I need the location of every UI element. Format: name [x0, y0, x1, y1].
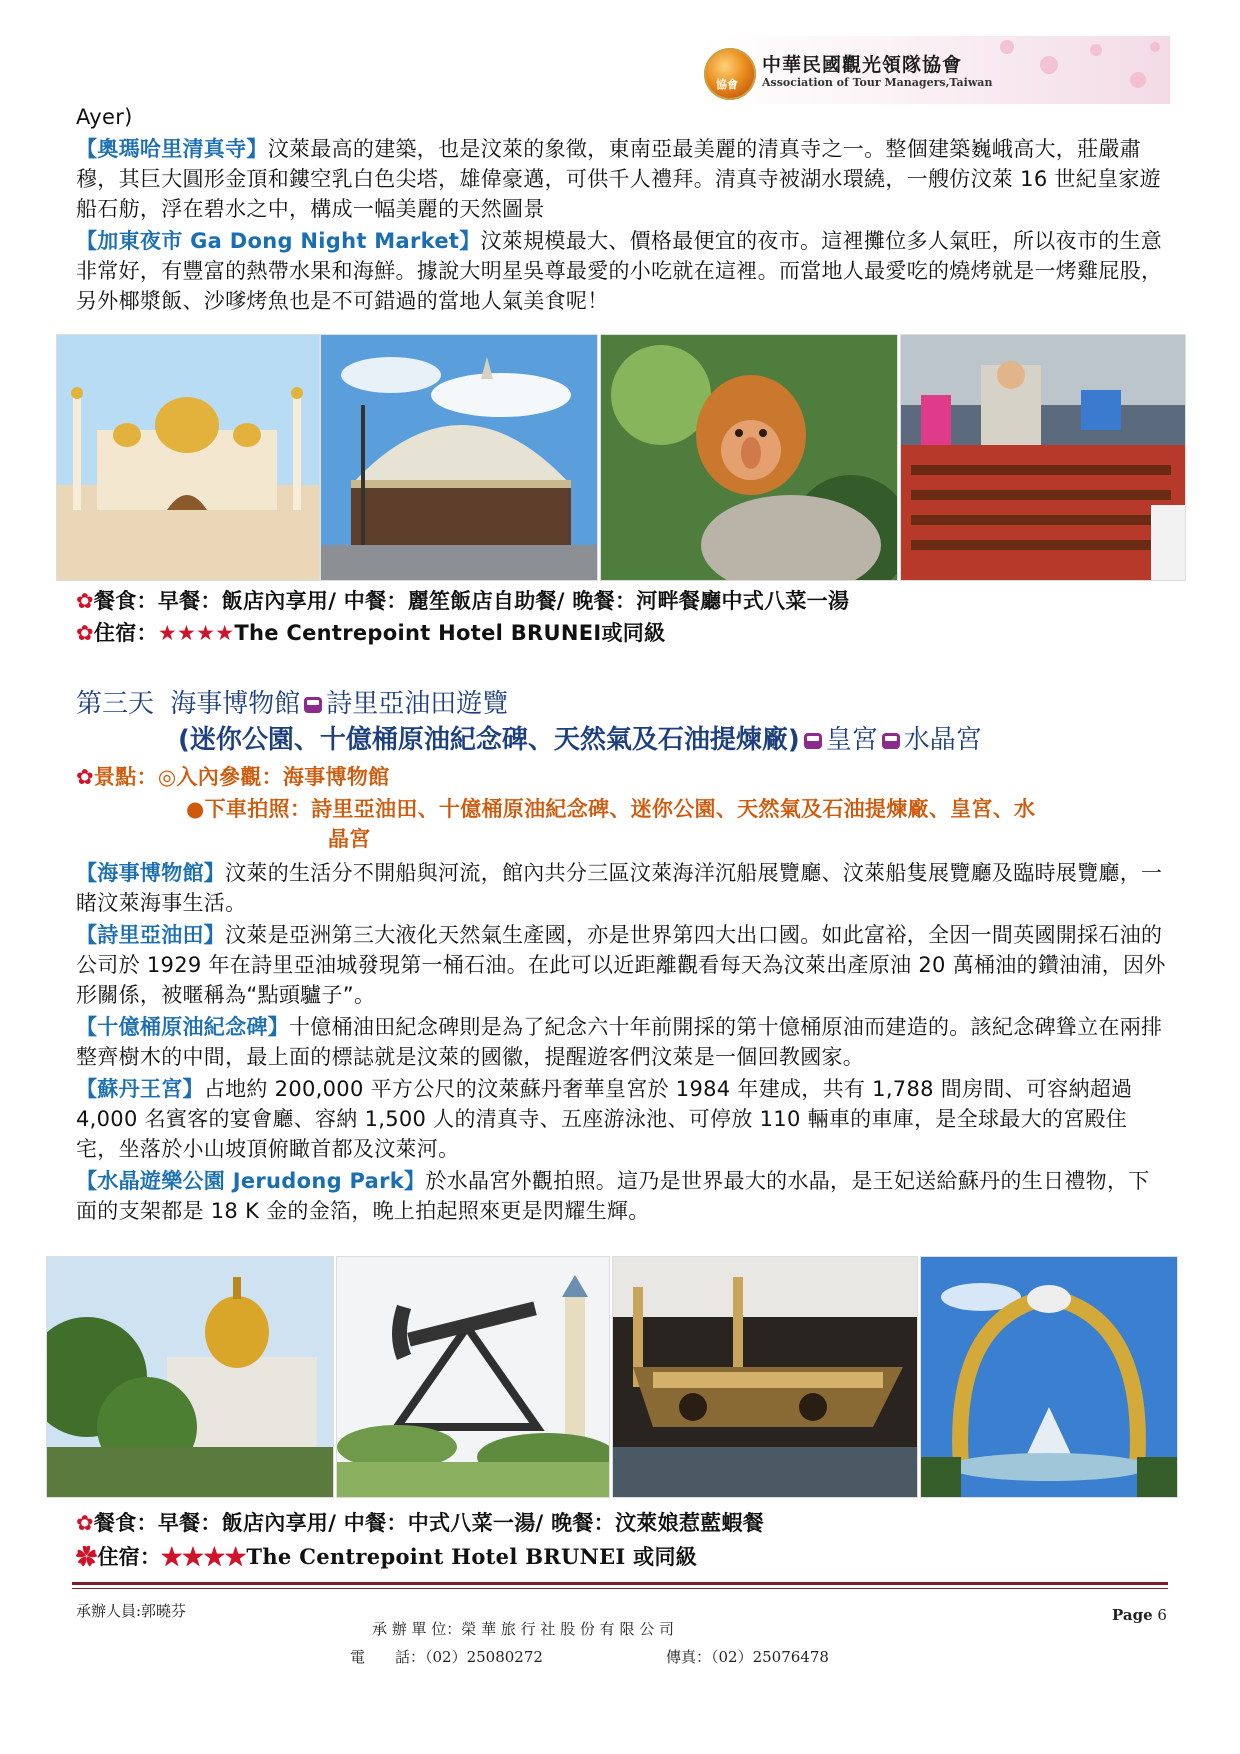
oilfield-body: 汶萊是亞洲第三大液化天然氣生產國，亦是世界第四大出口國。如此富裕，全因一間英國開採石油的公司於 1929 年在詩里亞油城發現第一桶石油。在此可以近距離觀看每天為汶萊出產原油 20 萬桶油的鑽油浦，因外形關係，被暱稱為“點頭驢子”。 — [76, 923, 1166, 1007]
footer-phone: 電 話：（02）25080272 — [350, 1648, 543, 1666]
flower-icon: ✿ — [76, 1544, 98, 1569]
photo-night-market — [900, 334, 1186, 581]
monument-title: 【十億桶原油紀念碑】 — [76, 1015, 289, 1039]
photo-omar-ali-mosque — [56, 334, 320, 581]
day2-hotel — [76, 618, 1166, 648]
association-name-en: Association of Tour Managers,Taiwan — [762, 76, 993, 89]
flower-icon: ✿ — [76, 621, 94, 645]
logo-text: 協會 — [716, 78, 738, 91]
photo-jerudong-crystal — [920, 1256, 1178, 1498]
day3-heading-line2 — [178, 722, 982, 758]
day3-stop-4: 水晶宮 — [903, 725, 982, 755]
day3-stop-3: 皇宮 — [825, 725, 878, 755]
association-name: 中華民國觀光領隊協會 — [762, 54, 963, 76]
visit-inside: ◎入內參觀：海事博物館 — [157, 765, 390, 789]
museum-paragraph — [76, 858, 1166, 918]
photo-museum-dome — [320, 334, 598, 581]
market-title: 【加東夜市 Ga Dong Night Market】 — [76, 229, 481, 253]
footer-company: 承 辦 單 位：榮 華 旅 行 社 股 份 有 限 公 司 — [372, 1620, 674, 1638]
day3-label: 第三天 — [76, 689, 155, 719]
palace-paragraph — [76, 1074, 1166, 1164]
day3-heading-sub: (迷你公園、十億桶原油紀念碑、天然氣及石油提煉廠) — [178, 725, 800, 755]
flower-icon: ✿ — [76, 589, 94, 613]
palace-title: 【蘇丹王宮】 — [76, 1077, 204, 1101]
day3-hotel-label: 住宿： — [97, 1544, 162, 1569]
day3-photo-stops-cont: 晶宮 — [328, 827, 371, 851]
star-rating: ★★★★ — [157, 621, 235, 645]
mosque-paragraph — [76, 134, 1166, 224]
oilfield-paragraph — [76, 920, 1166, 1010]
flower-icon: ✿ — [76, 1511, 94, 1535]
page-label: Page — [1112, 1606, 1153, 1624]
day3-spots-visit — [76, 762, 1166, 792]
jerudong-title: 【水晶遊樂公園 Jerudong Park】 — [76, 1169, 426, 1193]
day2-hotel-text: The Centrepoint Hotel BRUNEI或同級 — [234, 621, 666, 645]
market-body: 汶萊規模最大、價格最便宜的夜市。這裡攤位多人氣旺，所以夜市的生意非常好，有豐富的熱帶水果和海鮮。據說大明星吳尊最愛的小吃就在這裡。而當地人最愛吃的燒烤就是一烤雞屁股，另外椰漿飯、沙嗲烤魚也是不可錯過的當地人氣美食呢！ — [76, 229, 1163, 313]
day3-photo-stops: ●下車拍照：詩里亞油田、十億桶原油紀念碑、迷你公園、天然氣及石油提煉廠、皇宮、水 — [186, 797, 1036, 821]
monument-paragraph — [76, 1012, 1166, 1072]
footer-fax: 傳真：（02）25076478 — [666, 1648, 829, 1666]
carry-over-text: Ayer) — [76, 105, 133, 129]
footer-rule-thin — [72, 1588, 1168, 1589]
day3-meals-label: 餐食： — [93, 1511, 158, 1535]
museum-title: 【海事博物館】 — [76, 861, 226, 885]
day3-hotel — [76, 1542, 1166, 1572]
bus-icon — [882, 733, 900, 749]
spots-label: 景點： — [93, 765, 158, 789]
day3-stop-1: 海事博物館 — [170, 689, 301, 719]
mosque-body: 汶萊最高的建築，也是汶萊的象徵，東南亞最美麗的清真寺之一。整個建築巍峨高大，莊嚴肅穆，其巨大圓形金頂和鏤空乳白色尖塔，雄偉豪邁，可供千人禮拜。清真寺被湖水環繞，一艘仿汶萊 16 世紀皇家遊船石舫，浮在碧水之中，構成一幅美麗的天然圖景 — [76, 137, 1161, 221]
association-logo — [704, 48, 756, 100]
jerudong-body: 於水晶宮外觀拍照。這乃是世界最大的水晶，是王妃送給蘇丹的生日禮物，下面的支架都是 18 K 金的金箔，晚上拍起照來更是閃耀生輝。 — [76, 1169, 1150, 1223]
page-number — [1112, 1606, 1167, 1624]
star-rating: ★★★★ — [161, 1544, 247, 1569]
oilfield-title: 【詩里亞油田】 — [76, 923, 226, 947]
flower-icon: ✿ — [76, 765, 94, 789]
day3-meals-text: 早餐：飯店內享用/ 中餐：中式八菜一湯/ 晚餐：汶萊娘惹藍蝦餐 — [157, 1511, 765, 1535]
day3-meals — [76, 1508, 1166, 1538]
page-num: 6 — [1157, 1606, 1167, 1624]
market-paragraph — [76, 226, 1166, 316]
day2-meals-label: 餐食： — [93, 589, 158, 613]
monument-body: 十億桶油田紀念碑則是為了紀念六十年前開採的第十億桶原油而建造的。該紀念碑聳立在兩排整齊樹木的中間，最上面的標誌就是汶萊的國徽，提醒遊客們汶萊是一個回教國家。 — [76, 1015, 1163, 1069]
footer-rule — [72, 1582, 1168, 1585]
bus-icon — [304, 697, 322, 713]
photo-proboscis-monkey — [600, 334, 898, 581]
header-banner — [700, 36, 1170, 104]
footer-organizer: 承辦人員:郭曉芬 — [76, 1602, 187, 1620]
museum-body: 汶萊的生活分不開船與河流，館內共分三區汶萊海洋沉船展覽廳、汶萊船隻展覽廳及臨時展覽廳，一睹汶萊海事生活。 — [76, 861, 1163, 915]
day3-heading-line1 — [76, 686, 508, 722]
mosque-title: 【奧瑪哈里清真寺】 — [76, 137, 268, 161]
photo-maritime-museum — [612, 1256, 918, 1498]
photo-oil-pump — [336, 1256, 610, 1498]
day2-meals-text: 早餐：飯店內享用/ 中餐：麗笙飯店自助餐/ 晚餐：河畔餐廳中式八菜一湯 — [157, 589, 850, 613]
day2-hotel-label: 住宿： — [93, 621, 158, 645]
photo-palace — [46, 1256, 334, 1498]
day3-stop-2: 詩里亞油田遊覽 — [326, 689, 509, 719]
palace-body: 占地約 200,000 平方公尺的汶萊蘇丹奢華皇宮於 1984 年建成，共有 1,788 間房間、可容納超過 4,000 名賓客的宴會廳、容納 1,500 人的清真寺、五座游泳池、可停放 110 輛車的車庫，是全球最大的宮殿住宅，坐落於小山坡頂俯瞰首都及汶萊河。 — [76, 1077, 1133, 1161]
day2-meals — [76, 586, 1166, 616]
jerudong-paragraph — [76, 1166, 1166, 1226]
bus-icon — [804, 733, 822, 749]
day3-hotel-text: The Centrepoint Hotel BRUNEI 或同級 — [246, 1544, 698, 1569]
